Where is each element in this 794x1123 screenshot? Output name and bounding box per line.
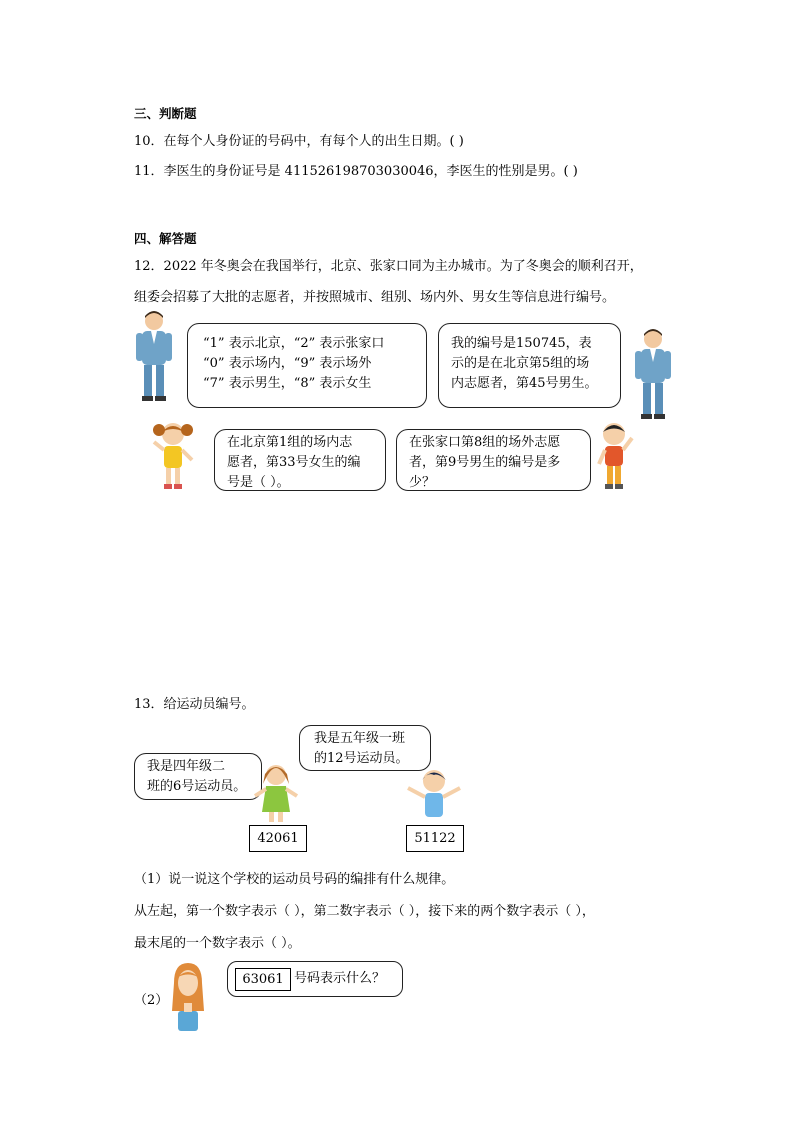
question-number-box: 63061 xyxy=(235,968,291,991)
speech-bubble-athlete-right xyxy=(299,725,431,771)
boy-illustration xyxy=(596,420,636,492)
question-13-part1-line1: 从左起，第一个数字表示（ ），第二数字表示（ ），接下来的两个数字表示（ ）， xyxy=(134,904,595,919)
girl-long-hair-illustration xyxy=(168,963,208,1033)
part2-question-text: 号码表示什么？ xyxy=(294,971,386,986)
rule-line-2: “0” 表示场内，“9” 表示场外 xyxy=(203,356,372,371)
section-3-heading: 三、判断题 xyxy=(134,106,197,121)
rule-line-3: “7” 表示男生，“8” 表示女生 xyxy=(203,376,372,391)
question-10: 10．在每个人身份证的号码中，有每个人的出生日期。( ) xyxy=(134,134,464,149)
question-13-part1: （1）说一说这个学校的运动员号码的编排有什么规律。 xyxy=(134,872,455,887)
man-right-illustration xyxy=(631,328,676,420)
boy-line-1: 在张家口第8组的场外志愿 xyxy=(409,435,561,450)
question-12-line2: 组委会招募了大批的志愿者，并按照城市、组别、场内外、男女生等信息进行编号。 xyxy=(134,290,616,305)
example-line-3: 内志愿者，第45号男生。 xyxy=(451,376,598,391)
question-13-title: 13．给运动员编号。 xyxy=(134,697,255,712)
girl-line-1: 在北京第1组的场内志 xyxy=(227,435,353,450)
man-left-illustration xyxy=(132,310,177,402)
question-13-part2-label: （2） xyxy=(134,993,169,1008)
example-line-2: 示的是在北京第5组的场 xyxy=(451,356,590,371)
boy-line-2: 者，第9号男生的编号是多 xyxy=(409,455,561,470)
athlete-number-left: 42061 xyxy=(249,825,307,852)
rule-line-1: “1” 表示北京，“2” 表示张家口 xyxy=(203,336,385,351)
athlete-left-line-1: 我是四年级二 xyxy=(147,759,226,774)
girl-line-3: 号是（ ）。 xyxy=(227,475,290,490)
girl-illustration xyxy=(150,420,196,492)
speech-bubble-rules xyxy=(187,323,427,408)
athlete-right-line-1: 我是五年级一班 xyxy=(314,731,406,746)
athlete-number-right: 51122 xyxy=(406,825,464,852)
question-11: 11．李医生的身份证号是 411526198703030046，李医生的性别是男。( ) xyxy=(134,164,578,179)
girl-athlete-illustration xyxy=(252,762,300,824)
example-line-1: 我的编号是150745，表 xyxy=(451,336,592,351)
speech-bubble-athlete-left xyxy=(134,753,262,800)
speech-bubble-part2 xyxy=(227,961,403,997)
speech-bubble-example xyxy=(438,323,621,408)
girl-line-2: 愿者，第33号女生的编 xyxy=(227,455,361,470)
section-4-heading: 四、解答题 xyxy=(134,231,197,246)
question-12-line1: 12．2022 年冬奥会在我国举行，北京、张家口同为主办城市。为了冬奥会的顺利召开， xyxy=(134,259,643,274)
speech-bubble-boy xyxy=(396,429,591,491)
speech-bubble-girl xyxy=(214,429,386,491)
boy-athlete-illustration xyxy=(404,768,464,824)
athlete-right-line-2: 的12号运动员。 xyxy=(314,751,409,766)
athlete-left-line-2: 班的6号运动员。 xyxy=(147,779,247,794)
question-13-part1-line2: 最末尾的一个数字表示（ ）。 xyxy=(134,936,301,951)
boy-line-3: 少？ xyxy=(409,475,436,490)
